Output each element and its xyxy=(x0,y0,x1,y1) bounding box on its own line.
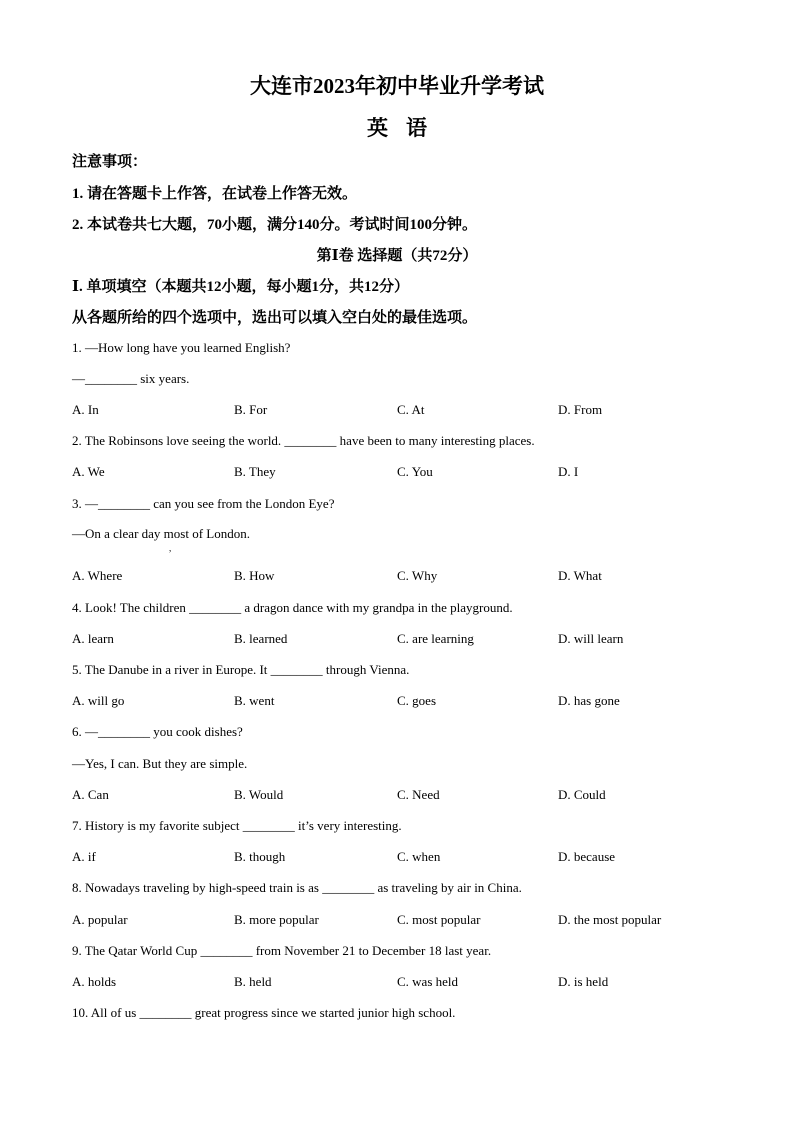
question-9-option-d: D. is held xyxy=(558,974,609,989)
question-2-option-c: C. You xyxy=(397,464,433,479)
question-6-option-b: B. Would xyxy=(234,787,284,802)
question-8-option-a: A. popular xyxy=(72,912,128,927)
question-1-option-d: D. From xyxy=(558,402,603,417)
question-4-option-a: A. learn xyxy=(72,631,114,646)
question-7-option-a: A. if xyxy=(72,849,96,864)
question-1-option-b: B. For xyxy=(234,402,268,417)
question-6-option-d: D. Could xyxy=(558,787,606,802)
question-5-stem: 5. The Danube in a river in Europe. It ________ through Vienna. xyxy=(72,662,410,677)
question-7-stem: 7. History is my favorite subject ________ it’s very interesting. xyxy=(72,818,402,833)
question-5-option-c: C. goes xyxy=(397,693,436,708)
section-title: Ⅰ. 单项填空（本题共12小题，每小题1分，共12分） xyxy=(72,279,410,295)
question-2-option-a: A. We xyxy=(72,464,105,479)
question-1-option-c: C. At xyxy=(397,402,425,417)
question-3-stem: 3. —________ can you see from the London Eye? xyxy=(72,496,335,511)
notice-heading: 注意事项： xyxy=(72,154,148,170)
notice-item-2: 2. 本试卷共七大题，70小题，满分140分。考试时间100分钟。 xyxy=(72,217,478,233)
question-4-option-b: B. learned xyxy=(234,631,288,646)
question-8-option-d: D. the most popular xyxy=(558,912,662,927)
question-6-option-c: C. Need xyxy=(397,787,440,802)
question-6-stem-reply: —Yes, I can. But they are simple. xyxy=(72,756,248,771)
question-9-option-a: A. holds xyxy=(72,974,117,989)
question-3-stem-reply: —On a clear day most of London. xyxy=(72,526,250,541)
question-10-stem: 10. All of us ________ great progress since we started junior high school. xyxy=(72,1005,456,1020)
exam-title: 大连市2023年初中毕业升学考试 xyxy=(250,74,544,98)
question-8-stem: 8. Nowadays traveling by high-speed train is as ________ as traveling by air in China. xyxy=(72,880,522,895)
stray-mark: , xyxy=(169,543,172,553)
part-title: 第Ⅰ卷 选择题（共72分） xyxy=(316,248,478,264)
question-2-option-b: B. They xyxy=(234,464,276,479)
question-6-option-a: A. Can xyxy=(72,787,109,802)
question-3-option-b: B. How xyxy=(234,568,275,583)
question-7-option-b: B. though xyxy=(234,849,286,864)
question-5-option-a: A. will go xyxy=(72,693,125,708)
question-6-stem: 6. —________ you cook dishes? xyxy=(72,724,243,739)
question-8-option-c: C. most popular xyxy=(397,912,481,927)
question-1-option-a: A. In xyxy=(72,402,99,417)
question-9-stem: 9. The Qatar World Cup ________ from November 21 to December 18 last year. xyxy=(72,943,492,958)
question-7-option-c: C. when xyxy=(397,849,441,864)
question-7-option-d: D. because xyxy=(558,849,616,864)
question-1-stem-reply: —________ six years. xyxy=(72,371,190,386)
section-instruction: 从各题所给的四个选项中，选出可以填入空白处的最佳选项。 xyxy=(72,310,478,326)
question-4-stem: 4. Look! The children ________ a dragon dance with my grandpa in the playground. xyxy=(72,600,513,615)
question-3-option-c: C. Why xyxy=(397,568,438,583)
question-1-stem: 1. —How long have you learned English? xyxy=(72,340,291,355)
question-3-option-d: D. What xyxy=(558,568,602,583)
subject-title: 英语 xyxy=(367,116,445,140)
question-5-option-b: B. went xyxy=(234,693,275,708)
question-9-option-c: C. was held xyxy=(397,974,459,989)
question-5-option-d: D. has gone xyxy=(558,693,620,708)
question-3-option-a: A. Where xyxy=(72,568,123,583)
question-9-option-b: B. held xyxy=(234,974,272,989)
question-4-option-c: C. are learning xyxy=(397,631,474,646)
notice-item-1: 1. 请在答题卡上作答，在试卷上作答无效。 xyxy=(72,186,358,202)
question-4-option-d: D. will learn xyxy=(558,631,624,646)
question-2-option-d: D. I xyxy=(558,464,579,479)
question-2-stem: 2. The Robinsons love seeing the world. ________ have been to many interesting places. xyxy=(72,433,535,448)
question-8-option-b: B. more popular xyxy=(234,912,319,927)
